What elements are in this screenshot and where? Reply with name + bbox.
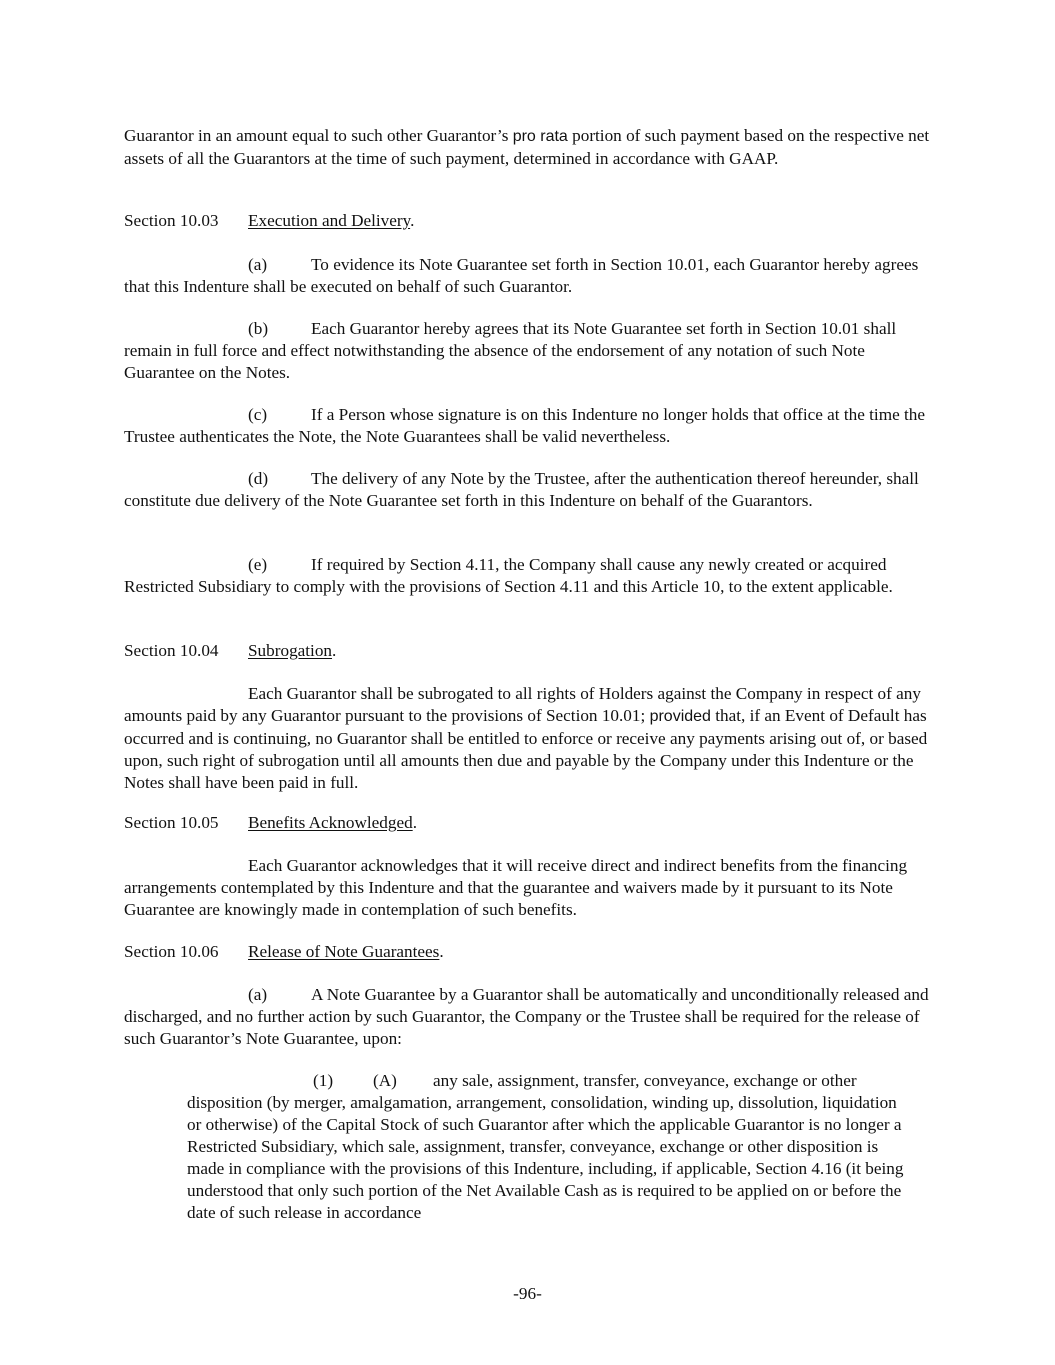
section-10-03-d — [124, 468, 934, 512]
page-number: -96- — [513, 1284, 542, 1303]
subclause-text: any sale, assignment, transfer, conveyance, exchange or other disposition (by merger, amalgamation, arrangement, consolidation, winding up, dissolution, liquidation or otherwise) of the Capital Stock of such Guarantor after which the applicable Guarantor is no longer a Restricted Subsidiary, which sale, assignment, transfer, conveyance, exchange or other disposition is made in compliance with the provisions of this Indenture, including, if applicable, Section 4.16 (it being understood that only such portion of the Net Available Cash as is required to be applied on or before the date of such release in accordance — [187, 1071, 904, 1222]
provided-term: provided — [649, 708, 711, 725]
section-title: Subrogation — [248, 641, 333, 660]
section-10-06-a — [124, 984, 934, 1050]
subclause-letter: (A) — [373, 1071, 397, 1090]
clause-label: (d) — [248, 469, 269, 488]
section-10-06-heading: Section 10.06 Release of Note Guarantees. — [124, 942, 444, 961]
clause-text: A Note Guarantee by a Guarantor shall be automatically and unconditionally released and discharged, and no further action by such Guarantor, the Company or the Trustee shall be required for the release of such Guarantor’s Note Guarantee, upon: — [124, 985, 929, 1048]
section-10-04-body — [124, 683, 934, 794]
section-title: Release of Note Guarantees — [248, 942, 440, 961]
body-text-2: that, if an Event of Default has occurred and is continuing, no Guarantor shall be entitled to enforce or receive any payments arising out of, or based upon, such right of subrogation until all amounts then due and payable by the Company under this Indenture or the Notes shall have been paid in full. — [124, 706, 928, 792]
intro-text-1: Guarantor in an amount equal to such other Guarantor’s — [124, 126, 513, 145]
intro-paragraph — [124, 125, 934, 170]
clause-text: If a Person whose signature is on this Indenture no longer holds that office at the time the Trustee authenticates the Note, the Note Guarantees shall be valid nevertheless. — [124, 405, 925, 446]
section-number: Section 10.05 — [124, 813, 219, 832]
section-10-05-body — [124, 855, 934, 921]
body-text: Each Guarantor acknowledges that it will receive direct and indirect benefits from the financing arrangements contemplated by this Indenture and that the guarantee and waivers made by it pursuant to its Note Guarantee are knowingly made in contemplation of such benefits. — [124, 856, 908, 919]
section-10-03-heading: Section 10.03 Execution and Delivery. — [124, 211, 415, 230]
clause-text: If required by Section 4.11, the Company shall cause any newly created or acquired Restricted Subsidiary to comply with the provisions of Section 4.11 and this Article 10, to the extent applicable. — [124, 555, 893, 596]
body-text-1: Each Guarantor shall be subrogated to all rights of Holders against the Company in respect of any amounts paid by any Guarantor pursuant to the provisions of Section 10.01; — [124, 684, 921, 725]
section-title: Execution and Delivery — [248, 211, 411, 230]
clause-label: (c) — [248, 405, 268, 424]
section-title: Benefits Acknowledged — [248, 813, 413, 832]
subclause-number: (1) — [313, 1071, 334, 1090]
section-10-04-heading: Section 10.04 Subrogation. — [124, 641, 337, 660]
section-number: Section 10.04 — [124, 641, 219, 660]
intro-text-2: portion of such payment based on the respective net assets of all the Guarantors at the time of such payment, determined in accordance with GAAP. — [124, 126, 930, 168]
clause-label: (e) — [248, 555, 268, 574]
clause-label: (b) — [248, 319, 269, 338]
section-10-03-e — [124, 554, 934, 598]
section-10-03-a — [124, 254, 934, 298]
intro-pro-rata: pro rata — [512, 128, 568, 145]
clause-text: Each Guarantor hereby agrees that its Note Guarantee set forth in Section 10.01 shall remain in full force and effect notwithstanding the absence of the endorsement of any notation of such Note Guarantee on the Notes. — [124, 319, 897, 382]
section-10-03-c — [124, 404, 934, 448]
section-10-03-b — [124, 318, 934, 384]
clause-text: To evidence its Note Guarantee set forth in Section 10.01, each Guarantor hereby agrees that this Indenture shall be executed on behalf of such Guarantor. — [124, 255, 919, 296]
section-10-05-heading: Section 10.05 Benefits Acknowledged. — [124, 813, 417, 832]
clause-text: The delivery of any Note by the Trustee, after the authentication thereof hereunder, shall constitute due delivery of the Note Guarantee set forth in this Indenture on behalf of the Guarantors. — [124, 469, 919, 510]
section-number: Section 10.03 — [124, 211, 219, 230]
section-number: Section 10.06 — [124, 942, 219, 961]
clause-label: (a) — [248, 985, 268, 1004]
section-10-06-a-1-A — [187, 1070, 907, 1224]
clause-label: (a) — [248, 255, 268, 274]
